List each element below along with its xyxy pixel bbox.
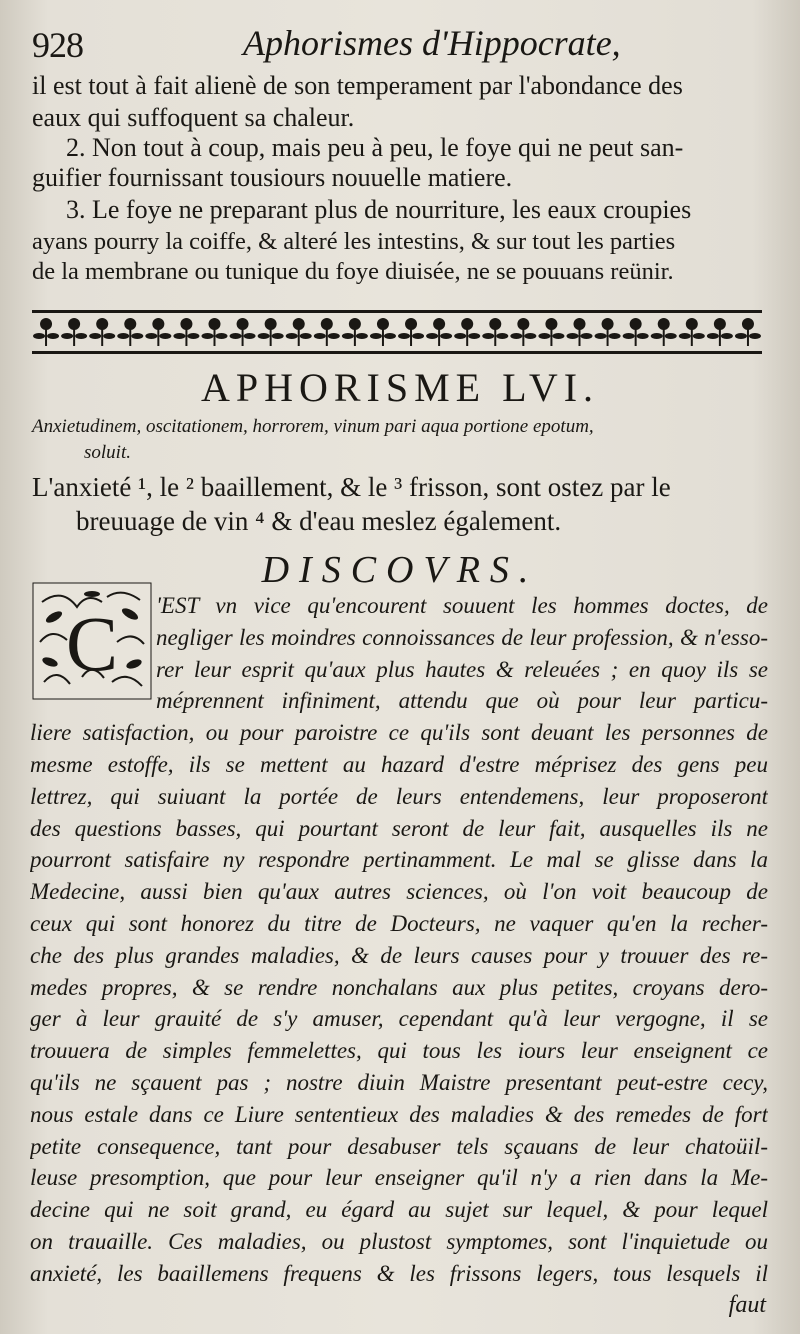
fleuron-icon <box>370 318 396 346</box>
fleuron-icon <box>145 318 171 346</box>
page-header <box>28 18 780 68</box>
discours-line: rer leur esprit qu'aux plus hautes & releuées ; en quoy ils se <box>156 656 768 682</box>
fleuron-icon <box>230 318 256 346</box>
discours-line: lettrez, qui suiuant la portée de leurs entendemens, leur proposeront <box>30 783 768 809</box>
page-number: 928 <box>32 25 83 65</box>
svg-text:C: C <box>65 600 119 687</box>
top-text-line: 2. Non tout à coup, mais peu à peu, le foye qui ne peut san- <box>66 133 684 162</box>
top-text-line: ayans pourry la coiffe, & alteré les intestins, & sur tout les parties <box>32 228 676 255</box>
discours-body <box>30 590 768 1290</box>
discours-line: decine qui ne soit grand, eu égard au sujet sur lequel, & pour lequel <box>30 1197 768 1223</box>
discours-line: des questions basses, qui pourtant seront de leur fait, ausquelles ils ne <box>30 815 768 841</box>
latin-line: soluit. <box>84 442 131 463</box>
discours-line: qu'ils ne sçauent pas ; nostre diuin Maistre presentant peut-estre cecy, <box>30 1069 768 1095</box>
fleuron-icon <box>286 318 312 346</box>
top-text-line: il est tout à fait alienè de son temperament par l'abondance des <box>32 71 683 100</box>
top-text-line: 3. Le foye ne preparant plus de nourriture, les eaux croupies <box>66 195 692 224</box>
fleuron-icon <box>398 318 424 346</box>
french-line: breuuage de vin ⁴ & d'eau meslez également. <box>76 506 562 536</box>
fleuron-icon <box>173 318 199 346</box>
discours-line: on trauaille. Ces maladies, ou plustost symptomes, sont l'inquietude ou <box>30 1228 768 1254</box>
fleuron-icon <box>510 318 536 346</box>
fleuron-icon <box>454 318 480 346</box>
discours-line: medes propres, & se rendre nonchalans aux plus petites, croyans dero- <box>30 974 768 1000</box>
discours-line: 'EST vn vice qu'encourent souuent les hommes doctes, de <box>156 593 768 618</box>
fleuron-icon <box>426 318 452 346</box>
fleuron-icon <box>567 318 593 346</box>
fleuron-icon <box>679 318 705 346</box>
latin-aphorism <box>32 414 762 466</box>
discours-line: petite consequence, tant pour desabuser tels sçauans de leur chatoüil- <box>30 1133 768 1159</box>
top-text-line: guifier fournissant tousiours nouuelle matiere. <box>32 163 513 192</box>
fleuron-icon <box>342 318 368 346</box>
discours-line: ceux qui sont honorez du titre de Docteurs, ne vaquer qu'en la recher- <box>30 910 768 936</box>
top-text-line: eaux qui suffoquent sa chaleur. <box>32 103 355 132</box>
discours-line: Medecine, aussi bien qu'aux autres sciences, où l'on voit beaucoup de <box>30 879 768 905</box>
fleuron-icon <box>482 318 508 346</box>
fleuron-icon <box>258 318 284 346</box>
latin-line: Anxietudinem, oscitationem, horrorem, vinum pari aqua portione epotum, <box>32 416 594 437</box>
top-text-line: de la membrane ou tunique du foye diuisée, ne se pouuans reünir. <box>32 258 674 285</box>
fleuron-icon <box>89 318 115 346</box>
discours-line: trouuera de simples femmelettes, qui tous les iours leur enseignent ce <box>30 1038 768 1064</box>
fleuron-icon <box>651 318 677 346</box>
french-line: L'anxieté ¹, le ² baaillement, & le ³ frisson, sont ostez par le <box>32 472 671 502</box>
aphorism-title: APHORISME LVI. <box>200 365 600 410</box>
french-aphorism <box>32 470 772 538</box>
running-title: Aphorismes d'Hippocrate, <box>243 23 621 63</box>
fleuron-icon <box>202 318 228 346</box>
discours-line: liere satisfaction, ou pour paroistre ce qu'ils sont deuant les personnes de <box>30 720 768 746</box>
discours-line: méprennent infiniment, attendu que où pour leur particu- <box>156 688 768 714</box>
fleuron-icon <box>61 318 87 346</box>
floral-ornament-band <box>32 308 762 356</box>
discours-line: leuse presomption, que pour leur enseigner qu'il n'y a rien dans la Me- <box>30 1165 768 1191</box>
fleuron-icon <box>707 318 733 346</box>
catchword: faut <box>728 1292 766 1318</box>
fleuron-icon <box>538 318 564 346</box>
discours-line: che des plus grandes maladies, & de leurs causes pour y trouuer des re- <box>30 942 768 968</box>
discours-line: nous estale dans ce Liure sententieux des maladies & des remedes de fort <box>30 1101 768 1127</box>
fleuron-icon <box>33 318 59 346</box>
fleuron-icon <box>595 318 621 346</box>
discours-line: negliger les moindres connoissances de leur profession, & n'esso- <box>156 624 768 650</box>
fleuron-icon <box>623 318 649 346</box>
discours-line: mesme estoffe, ils se mettent au hazard d'estre méprisez des gens peu <box>30 751 768 777</box>
discours-line: ger à leur grauité de s'y amuser, cependant qu'à leur vergogne, il se <box>30 1006 768 1032</box>
fleuron-icon <box>117 318 143 346</box>
discours-title: DISCOVRS. <box>261 549 539 591</box>
discours-line: anxieté, les baaillemens frequens & les frissons legers, tous lesquels il <box>30 1260 768 1286</box>
fleuron-icon <box>735 318 761 346</box>
discours-line: pourront satisfaire ny respondre pertinamment. Le mal se glisse dans la <box>30 847 768 873</box>
fleuron-icon <box>314 318 340 346</box>
